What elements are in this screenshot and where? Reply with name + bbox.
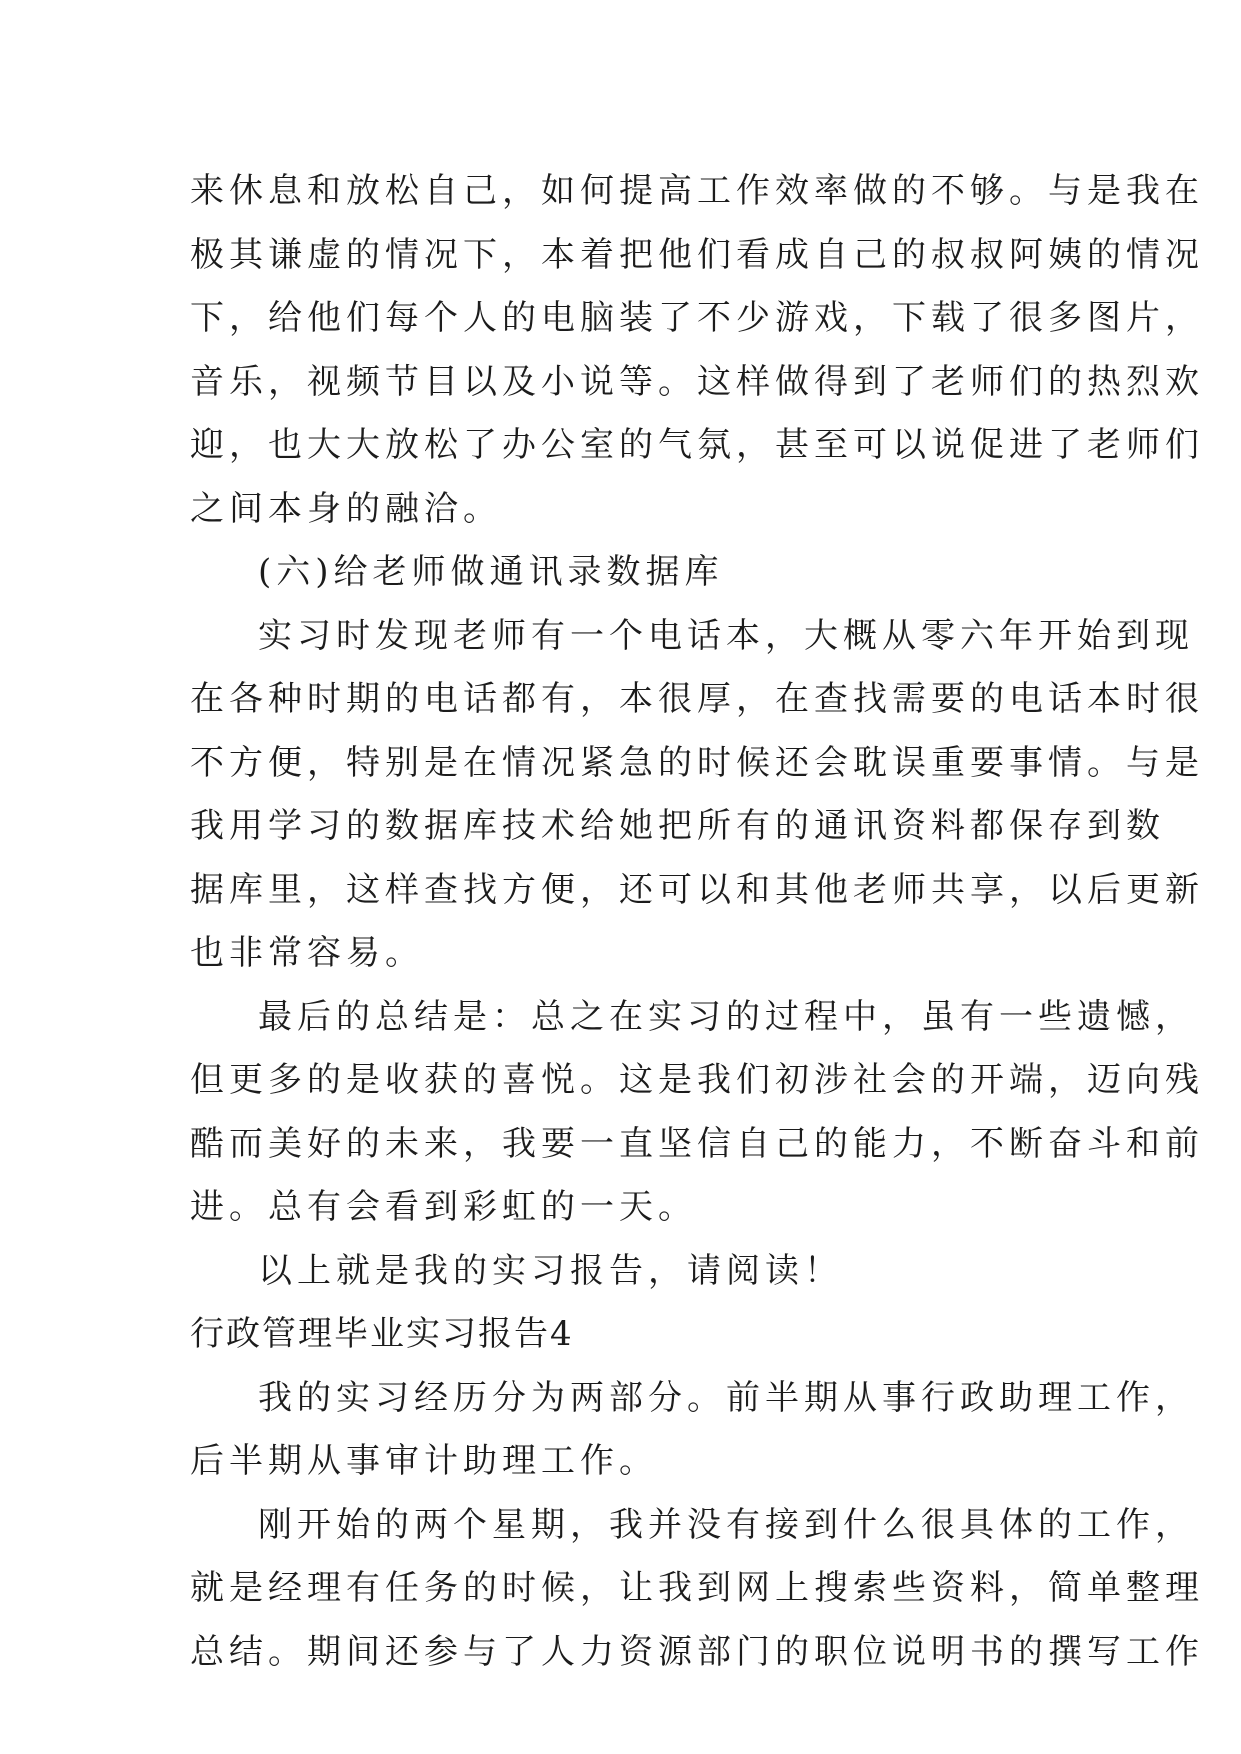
text-line: 但更多的是收获的喜悦。这是我们初涉社会的开端，迈向残 bbox=[190, 1060, 1204, 1100]
section-heading: (六)给老师做通讯录数据库 bbox=[258, 552, 724, 592]
text-line: 以上就是我的实习报告，请阅读！ bbox=[258, 1250, 843, 1291]
text-line: 之间本身的融洽。 bbox=[190, 488, 502, 529]
text-line: 我的实习经历分为两部分。前半期从事行政助理工作， bbox=[258, 1377, 1194, 1418]
text-line: 进。总有会看到彩虹的一天。 bbox=[190, 1187, 697, 1227]
text-line: 迎，也大大放松了办公室的气氛，甚至可以说促进了老师们 bbox=[190, 425, 1204, 465]
text-line: 也非常容易。 bbox=[190, 933, 424, 973]
report-title: 行政管理毕业实习报告4 bbox=[190, 1314, 574, 1354]
text-line: 酷而美好的未来，我要一直坚信自己的能力，不断奋斗和前 bbox=[190, 1123, 1204, 1164]
text-line: 下，给他们每个人的电脑装了不少游戏，下载了很多图片， bbox=[190, 298, 1204, 338]
text-line: 据库里，这样查找方便，还可以和其他老师共享，以后更新 bbox=[190, 869, 1204, 910]
text-line: 音乐，视频节目以及小说等。这样做得到了老师们的热烈欢 bbox=[190, 361, 1204, 402]
text-line: 总结。期间还参与了人力资源部门的职位说明书的撰写工作 bbox=[190, 1631, 1204, 1672]
text-line: 在各种时期的电话都有，本很厚，在查找需要的电话本时很 bbox=[190, 679, 1204, 719]
text-line: 刚开始的两个星期，我并没有接到什么很具体的工作， bbox=[258, 1504, 1194, 1545]
text-line: 后半期从事审计助理工作。 bbox=[190, 1441, 658, 1481]
text-line: 最后的总结是：总之在实习的过程中，虽有一些遗憾， bbox=[258, 996, 1194, 1037]
document-body bbox=[190, 160, 1204, 1684]
text-line: 实习时发现老师有一个电话本，大概从零六年开始到现 bbox=[258, 615, 1194, 656]
text-line: 就是经理有任务的时候，让我到网上搜索些资料，简单整理 bbox=[190, 1568, 1204, 1608]
text-line: 来休息和放松自己，如何提高工作效率做的不够。与是我在 bbox=[190, 171, 1204, 211]
text-line: 不方便，特别是在情况紧急的时候还会耽误重要事情。与是 bbox=[190, 742, 1204, 783]
text-line: 极其谦虚的情况下，本着把他们看成自己的叔叔阿姨的情况 bbox=[190, 234, 1204, 275]
text-line: 我用学习的数据库技术给她把所有的通讯资料都保存到数 bbox=[190, 806, 1165, 846]
